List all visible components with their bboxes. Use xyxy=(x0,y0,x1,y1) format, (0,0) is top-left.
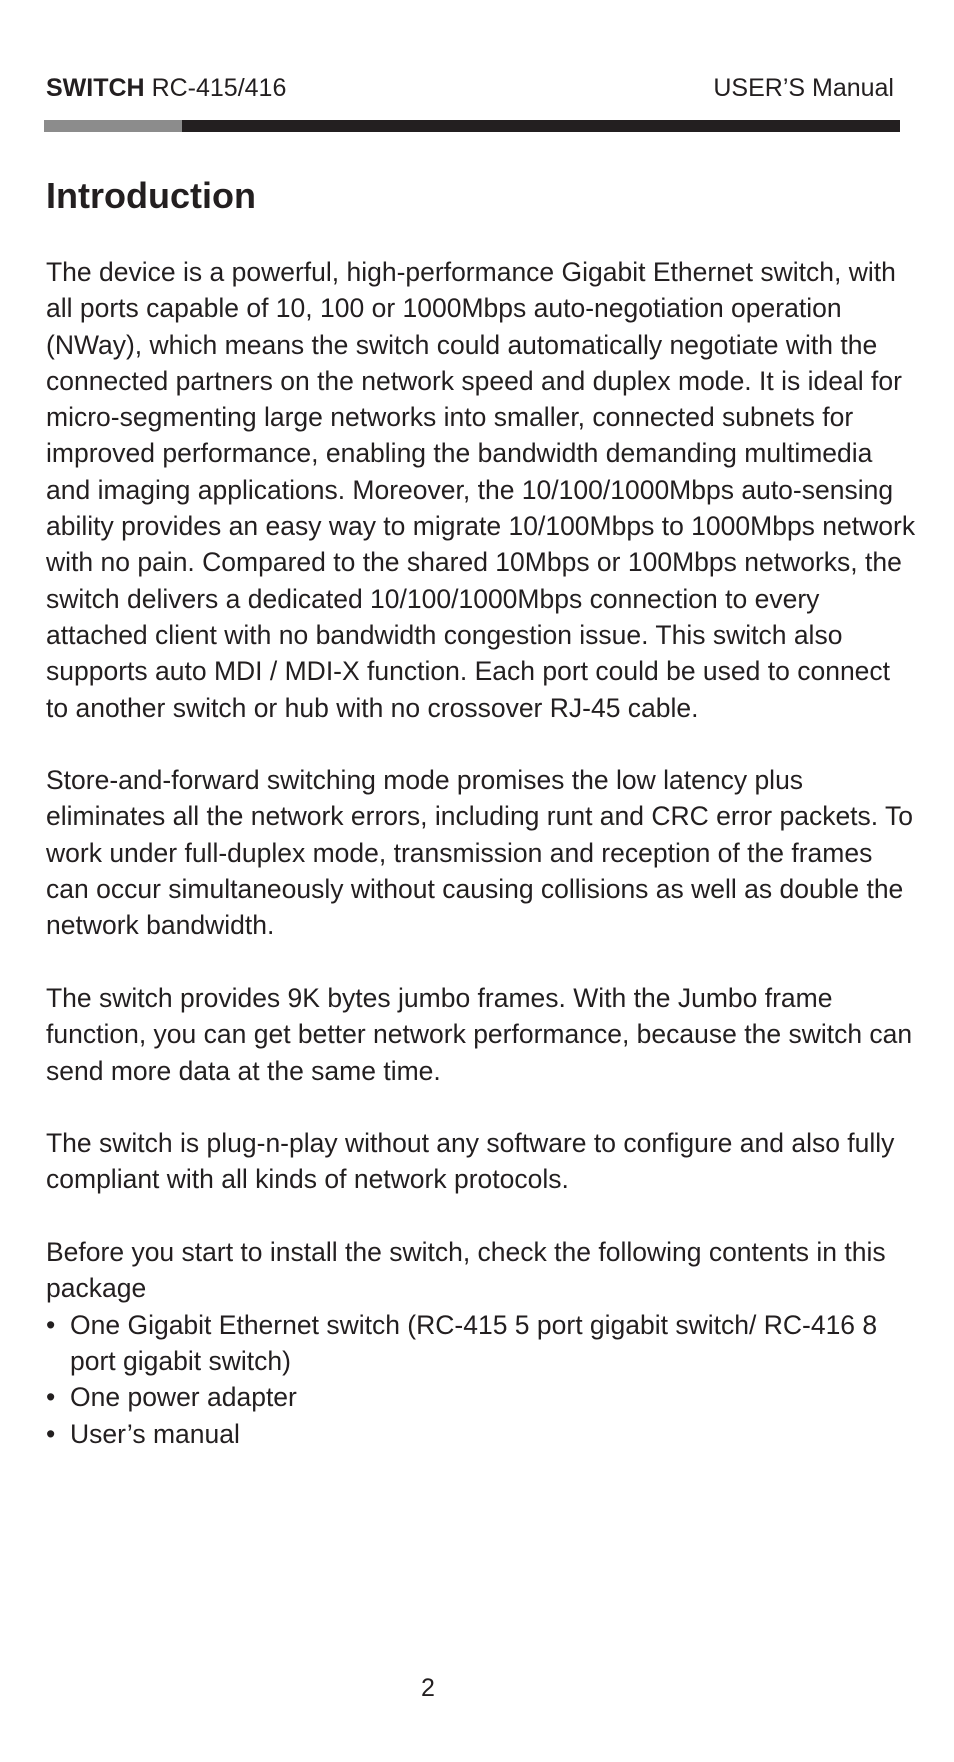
page-number xyxy=(0,1674,954,1703)
header-rule-accent xyxy=(44,120,182,132)
paragraph-package-intro: Before you start to install the switch, check the following contents in this package xyxy=(46,1237,886,1304)
header-rule xyxy=(44,120,900,132)
header-model xyxy=(46,74,286,103)
package-contents-list xyxy=(46,1307,916,1452)
page-number-text: 2 xyxy=(421,1674,435,1702)
header-model-bold: SWITCH xyxy=(46,74,145,102)
paragraph-plug-n-play: The switch is plug-n-play without any software to configure and also fully compliant with all kinds of network protocols. xyxy=(46,1128,895,1195)
list-item: • User’s manual xyxy=(46,1416,916,1452)
header-manual-label: USER’S Manual xyxy=(713,74,894,102)
header-model-number: RC-415/416 xyxy=(151,74,287,102)
list-item: • One power adapter xyxy=(46,1379,916,1415)
body-text xyxy=(46,254,916,1452)
page-header xyxy=(46,74,894,104)
list-item: • One Gigabit Ethernet switch (RC-415 5 port gigabit switch/ RC-416 8 port gigabit switch) xyxy=(46,1307,916,1380)
paragraph-overview: The device is a powerful, high-performance Gigabit Ethernet switch, with all ports capable of 10, 100 or 1000Mbps auto-negotiation operation (NWay), which means the switch could automatically negotiate with the connected partners on the network speed and duplex mode. It is ideal for micro-segmenting large networks into smaller, connected subnets for improved performance, enabling the bandwidth demanding multimedia and imaging applications. Moreover, the 10/100/1000Mbps auto-sensing ability provides an easy way to migrate 10/100Mbps to 1000Mbps network with no pain. Compared to the shared 10Mbps or 100Mbps networks, the switch delivers a dedicated 10/100/1000Mbps connection to every attached client with no bandwidth congestion issue. This switch also supports auto MDI / MDI-X function. Each port could be used to connect to another switch or hub with no crossover RJ-45 cable. xyxy=(46,257,916,723)
paragraph-store-and-forward: Store-and-forward switching mode promises the low latency plus eliminates all the network errors, including runt and CRC error packets. To work under full-duplex mode, transmission and reception of the frames can occur simultaneously without causing collisions as well as double the network bandwidth. xyxy=(46,765,914,941)
section-title: Introduction xyxy=(46,175,256,216)
paragraph-jumbo-frames: The switch provides 9K bytes jumbo frames. With the Jumbo frame function, you can get better network performance, because the switch can send more data at the same time. xyxy=(46,982,913,1086)
